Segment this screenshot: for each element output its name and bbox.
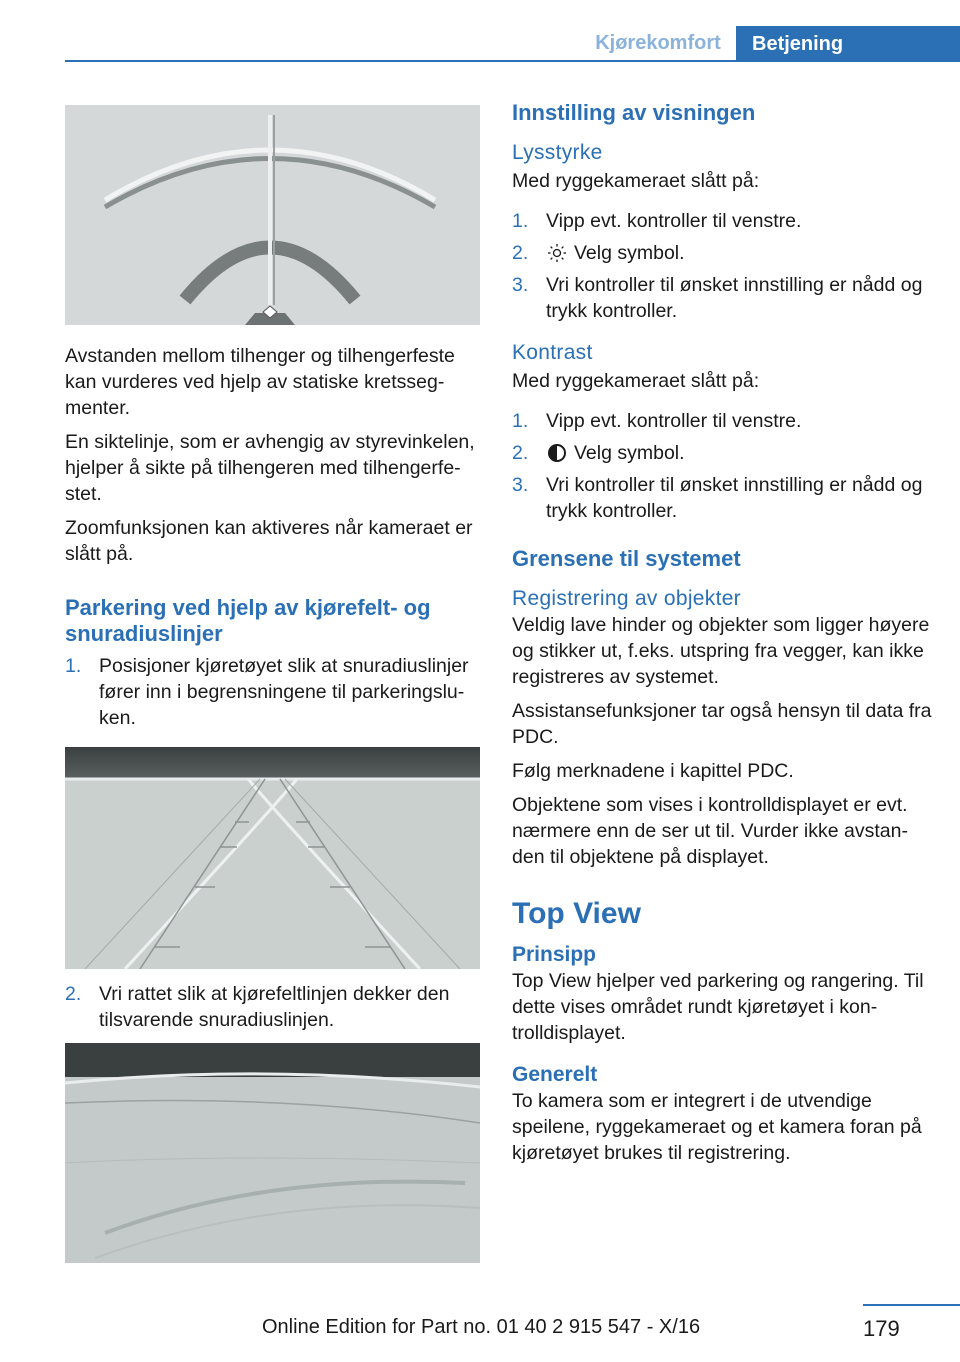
principle-paragraph: Top View hjelper ved parkering og rangering. Til dette vises området rundt kjøretøyet i kontrolldisplayet. bbox=[512, 970, 924, 1044]
general-heading: Generelt bbox=[512, 1063, 598, 1086]
trailer-hitch-camera-image bbox=[65, 105, 480, 325]
detection-paragraph-4: Objektene som vises i kontrolldisplayet er evt. nærmere enn de ser ut til. Vurder ikke avstanden til objektene på displayet. bbox=[512, 794, 908, 868]
lane-line-camera-image bbox=[65, 1043, 480, 1263]
trailer-distance-paragraph: Avstanden mellom tilhenger og tilhengerfeste kan vurderes ved hjelp av statiske kretssegmenter. bbox=[65, 345, 455, 419]
contrast-heading: Kontrast bbox=[512, 341, 593, 364]
principle-heading: Prinsipp bbox=[512, 943, 597, 966]
list-item: 1. Vipp evt. kontroller til venstre. bbox=[512, 410, 802, 432]
list-item: 1. Posisjoner kjøretøyet slik at snuradiuslinjer fører inn i begrensningene til parkeringsluken. bbox=[65, 655, 469, 729]
contrast-steps bbox=[512, 408, 932, 524]
header-chapter-tab[interactable]: Betjening bbox=[736, 26, 960, 62]
brightness-icon bbox=[546, 243, 568, 263]
zoom-paragraph: Zoomfunksjonen kan aktiveres når kameraet er slått på. bbox=[65, 517, 473, 565]
sightline-paragraph: En siktelinje, som er avhengig av styrevinkelen, hjelper å sikte på tilhengeren med tilhengerfestet. bbox=[65, 431, 475, 505]
detection-paragraph-2: Assistansefunksjoner tar også hensyn til data fra PDC. bbox=[512, 700, 932, 748]
left-column bbox=[65, 105, 480, 1263]
general-paragraph: To kamera som er integrert i de utvendige speilene, ryggekameraet og et kamera foran på kjøretøyet brukes til registrering. bbox=[512, 1090, 922, 1164]
footer-divider bbox=[863, 1304, 960, 1306]
page-number: 179 bbox=[863, 1316, 900, 1341]
list-item: 2. Vri rattet slik at kjørefeltlinjen dekker den tilsvarende snuradiuslinjen. bbox=[65, 983, 450, 1031]
header-section-tab[interactable]: Kjørekomfort bbox=[595, 32, 721, 54]
brightness-heading: Lysstyrke bbox=[512, 141, 603, 164]
parking-heading: Parkering ved hjelp av kjørefelt- og snuradiuslinjer bbox=[65, 595, 431, 646]
turning-radius-camera-image bbox=[65, 747, 480, 969]
list-item: 2. Velg symbol. bbox=[512, 242, 685, 264]
right-column bbox=[512, 100, 932, 1174]
brightness-steps bbox=[512, 208, 932, 324]
detection-paragraph-3: Følg merknadene i kapittel PDC. bbox=[512, 760, 794, 782]
list-item: 3. Vri kontroller til ønsket innstilling er nådd og trykk kontroller. bbox=[512, 474, 923, 522]
parking-steps-continued bbox=[65, 981, 480, 1033]
parking-steps bbox=[65, 653, 480, 731]
edition-text: Online Edition for Part no. 01 40 2 915 547 - X/16 bbox=[262, 1316, 701, 1338]
settings-heading: Innstilling av visningen bbox=[512, 100, 756, 125]
contrast-intro: Med ryggekameraet slått på: bbox=[512, 370, 760, 392]
contrast-icon bbox=[546, 443, 568, 463]
top-view-heading: Top View bbox=[512, 897, 641, 930]
detection-paragraph-1: Veldig lave hinder og objekter som ligger høyere og stikker ut, f.eks. utspring fra vegger, kan ikke registreres av systemet. bbox=[512, 614, 930, 688]
limits-heading: Grensene til systemet bbox=[512, 546, 741, 571]
list-item: 1. Vipp evt. kontroller til venstre. bbox=[512, 210, 802, 232]
list-item: 2. Velg symbol. bbox=[512, 442, 685, 464]
header-divider bbox=[65, 60, 960, 62]
list-item: 3. Vri kontroller til ønsket innstilling er nådd og trykk kontroller. bbox=[512, 274, 923, 322]
brightness-intro: Med ryggekameraet slått på: bbox=[512, 170, 760, 192]
detection-heading: Registrering av objekter bbox=[512, 587, 741, 610]
